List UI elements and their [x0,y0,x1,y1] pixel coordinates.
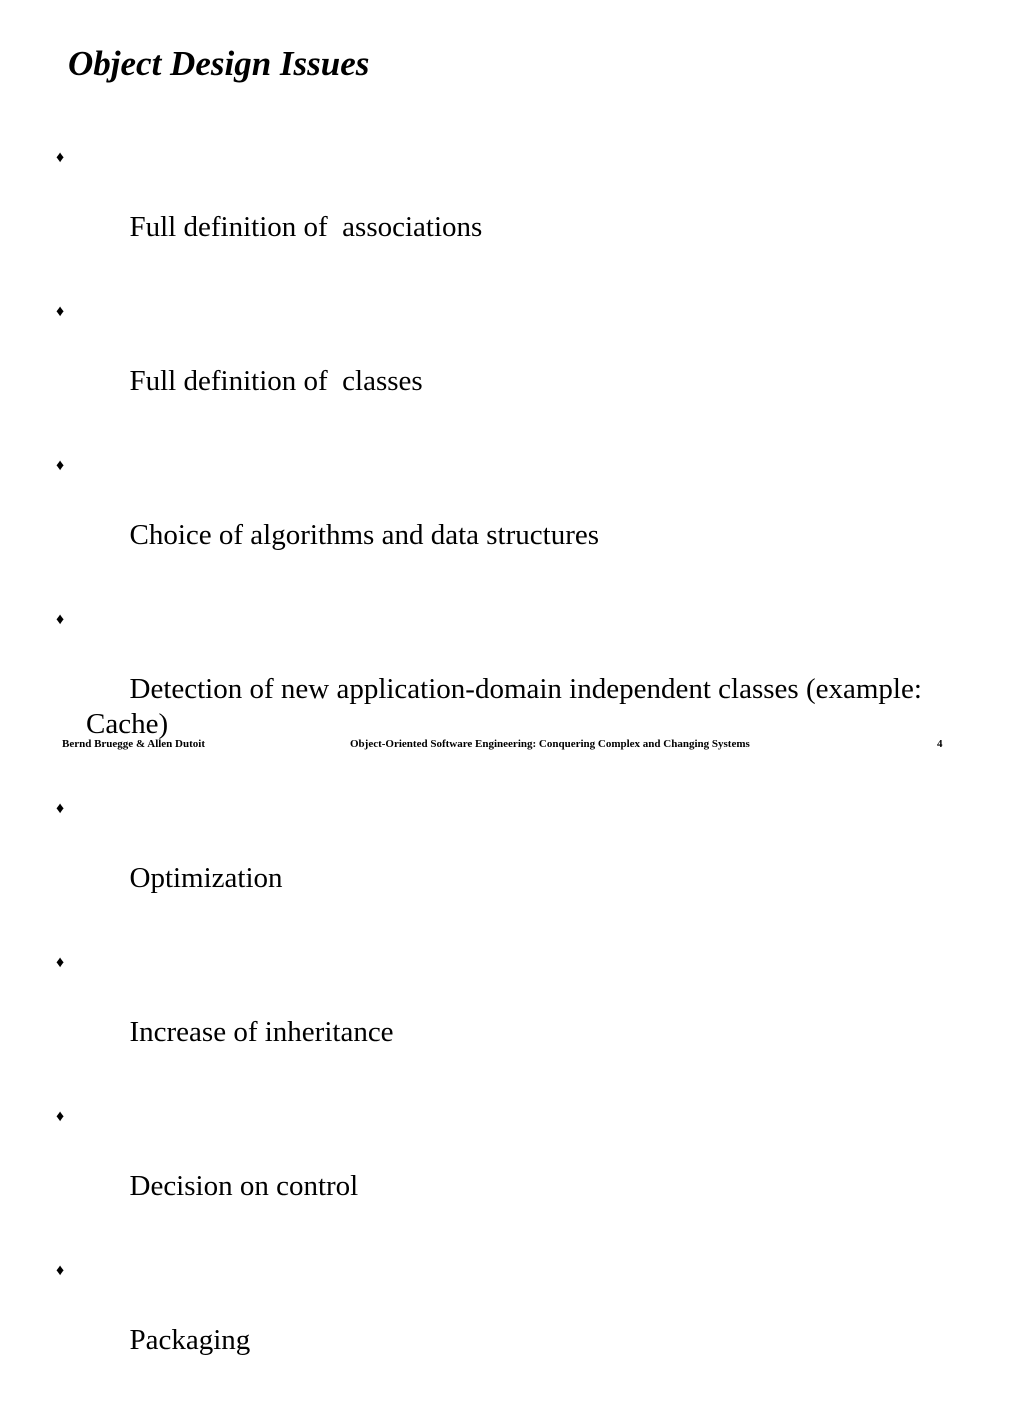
bullet-item [56,140,956,280]
footer-book-title: Object-Oriented Software Engineering: Conquering Complex and Changing Systems [350,738,750,750]
bullet-text: Optimization [129,862,283,894]
footer-page-number: 4 [937,738,943,750]
diamond-bullet-icon: ♦ [56,800,65,817]
bullet-item [56,791,956,931]
diamond-bullet-icon: ♦ [56,457,65,474]
diamond-bullet-icon: ♦ [56,1108,65,1125]
diamond-bullet-icon: ♦ [56,611,65,628]
bullet-item [56,1099,956,1239]
diamond-bullet-icon: ♦ [56,149,65,166]
bullet-text: Increase of inheritance [129,1016,394,1048]
bullet-text: Detection of new application-domain independent classes (example: Cache) [86,673,930,740]
bullet-item [56,294,956,434]
footer-authors: Bernd Bruegge & Allen Dutoit [62,738,205,750]
bullet-list [56,140,956,1407]
bullet-item [56,448,956,588]
bullet-item [56,1253,956,1393]
diamond-bullet-icon: ♦ [56,954,65,971]
slide-title: Object Design Issues [68,44,370,83]
bullet-text: Full definition of associations [129,211,483,243]
bullet-text: Packaging [129,1324,251,1356]
bullet-text: Decision on control [129,1170,359,1202]
bullet-item [56,945,956,1085]
diamond-bullet-icon: ♦ [56,1262,65,1279]
bullet-text: Full definition of classes [129,365,423,397]
diamond-bullet-icon: ♦ [56,303,65,320]
bullet-text: Choice of algorithms and data structures [129,519,600,551]
